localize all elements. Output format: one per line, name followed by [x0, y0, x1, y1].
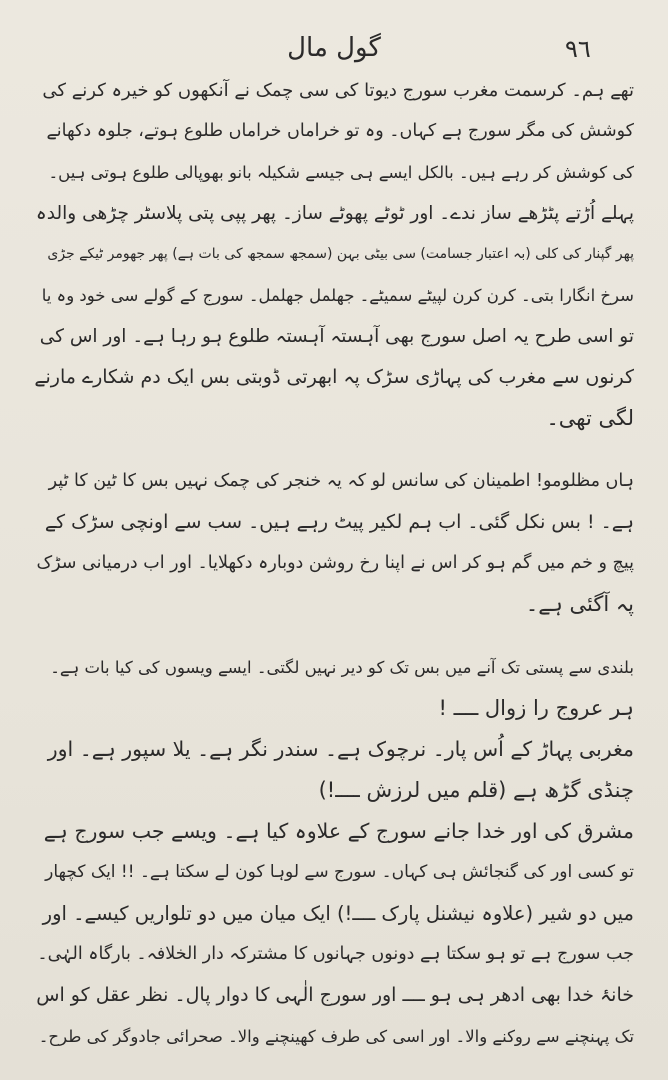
text-line: پہلے اُڑتے پٹڑھے ساز ندے۔ اور ٹوٹے پھوٹے ساز۔ پھر پپی پتی پلاسٹر چڑھی والدہ — [35, 203, 634, 224]
text-line: پہ آگئی ہے۔ — [525, 592, 634, 616]
page-number: ٩٦ — [565, 35, 591, 63]
text-line: کی کوشش کر رہے ہیں۔ بالکل ایسے ہی جیسے شکیلہ بانو بھوپالی طلوع ہوتی ہیں۔ — [48, 163, 634, 182]
text-line: کرنوں سے مغرب کی پہاڑی سڑک پہ ابھرتی ڈوبتی بس ایک دم شکارے مارنے — [34, 366, 634, 388]
text-line: ہر عروج را زوال ــــ ! — [438, 696, 634, 720]
text-line: لگی تھی۔ — [546, 406, 634, 430]
text-line: ہے۔ ! بس نکل گئی۔ اب ہم لکیر پیٹ رہے ہیں۔ سب سے اونچی سڑک کے — [44, 511, 634, 533]
page-header — [0, 28, 668, 68]
text-line: میں دو شیر (علاوہ نیشنل پارک ــــ!) ایک میان میں دو تلواریں کیسے۔ اور — [42, 902, 634, 925]
text-line: ہاں مظلومو! اطمینان کی سانس لو کہ یہ خنجر کی چمک نہیں بس کا ٹین کا ٹپر — [48, 471, 634, 491]
body-text — [34, 70, 634, 1057]
text-line: تو کسی اور کی گنجائش ہی کہاں۔ سورج سے لوہا کون لے سکتا ہے۔ !! ایک کچھار — [45, 862, 634, 882]
text-line: چنڈی گڑھ ہے (قلم میں لرزش ــــ!) — [318, 778, 634, 802]
text-line: سرخ انگارا بتی۔ کرن کرن لپیٹے سمیٹے۔ جھلمل جھلمل۔ سورج کے گولے سی خود وہ یا — [41, 286, 634, 305]
text-line: تو اسی طرح یہ اصل سورج بھی آہستہ آہستہ طلوع ہو رہا ہے۔ اور اس کی — [39, 326, 634, 347]
paragraph-gap — [34, 625, 634, 647]
paragraph-gap — [34, 439, 634, 461]
text-line: جب سورج ہے تو ہو سکتا ہے دونوں جہانوں کا مشترکہ دار الخلافہ۔ بارگاہ الہٰی۔ — [37, 944, 634, 964]
text-line: بلندی سے پستی تک آنے میں بس تک کو دیر نہیں لگتی۔ ایسے ویسوں کی کیا بات ہے۔ — [50, 658, 634, 677]
text-line: خانۂ خدا بھی ادھر ہی ہو ــــ اور سورج الٰہی کا دوار پال۔ نظر عقل کو اس — [36, 984, 634, 1006]
text-line: تک پہنچنے سے روکنے والا۔ اور اسی کی طرف کھینچنے والا۔ صحرائی جادوگر کی طرح۔ — [38, 1027, 634, 1046]
text-line: تھے ہم۔ کرسمت مغرب سورج دیوتا کی سی چمک نے آنکھوں کو خیرہ کرنے کی — [42, 80, 634, 101]
text-line: کوشش کی مگر سورج ہے کہاں۔ وہ تو خراماں خراماں طلوع ہوتے، جلوہ دکھانے — [46, 121, 634, 141]
text-line: مشرق کی اور خدا جانے سورج کے علاوہ کیا ہے۔ ویسے جب سورج ہے — [43, 819, 634, 843]
text-line: پیچ و خم میں گم ہو کر اس نے اپنا رخ روشن دوبارہ دکھلایا۔ اور اب درمیانی سڑک — [36, 553, 634, 573]
text-line: پھر گپنار کی کلی (بہ اعتبار جسامت) سی بیٹی بہن (سمجھ سمجھ کی بات ہے) پھر جھومر ٹیکے جڑی — [47, 246, 634, 262]
text-line: مغربی پہاڑ کے اُس پار۔ نرچوک ہے۔ سندر نگر ہے۔ یلا سپور ہے۔ اور — [47, 737, 634, 761]
running-title: گول مال — [287, 33, 381, 63]
